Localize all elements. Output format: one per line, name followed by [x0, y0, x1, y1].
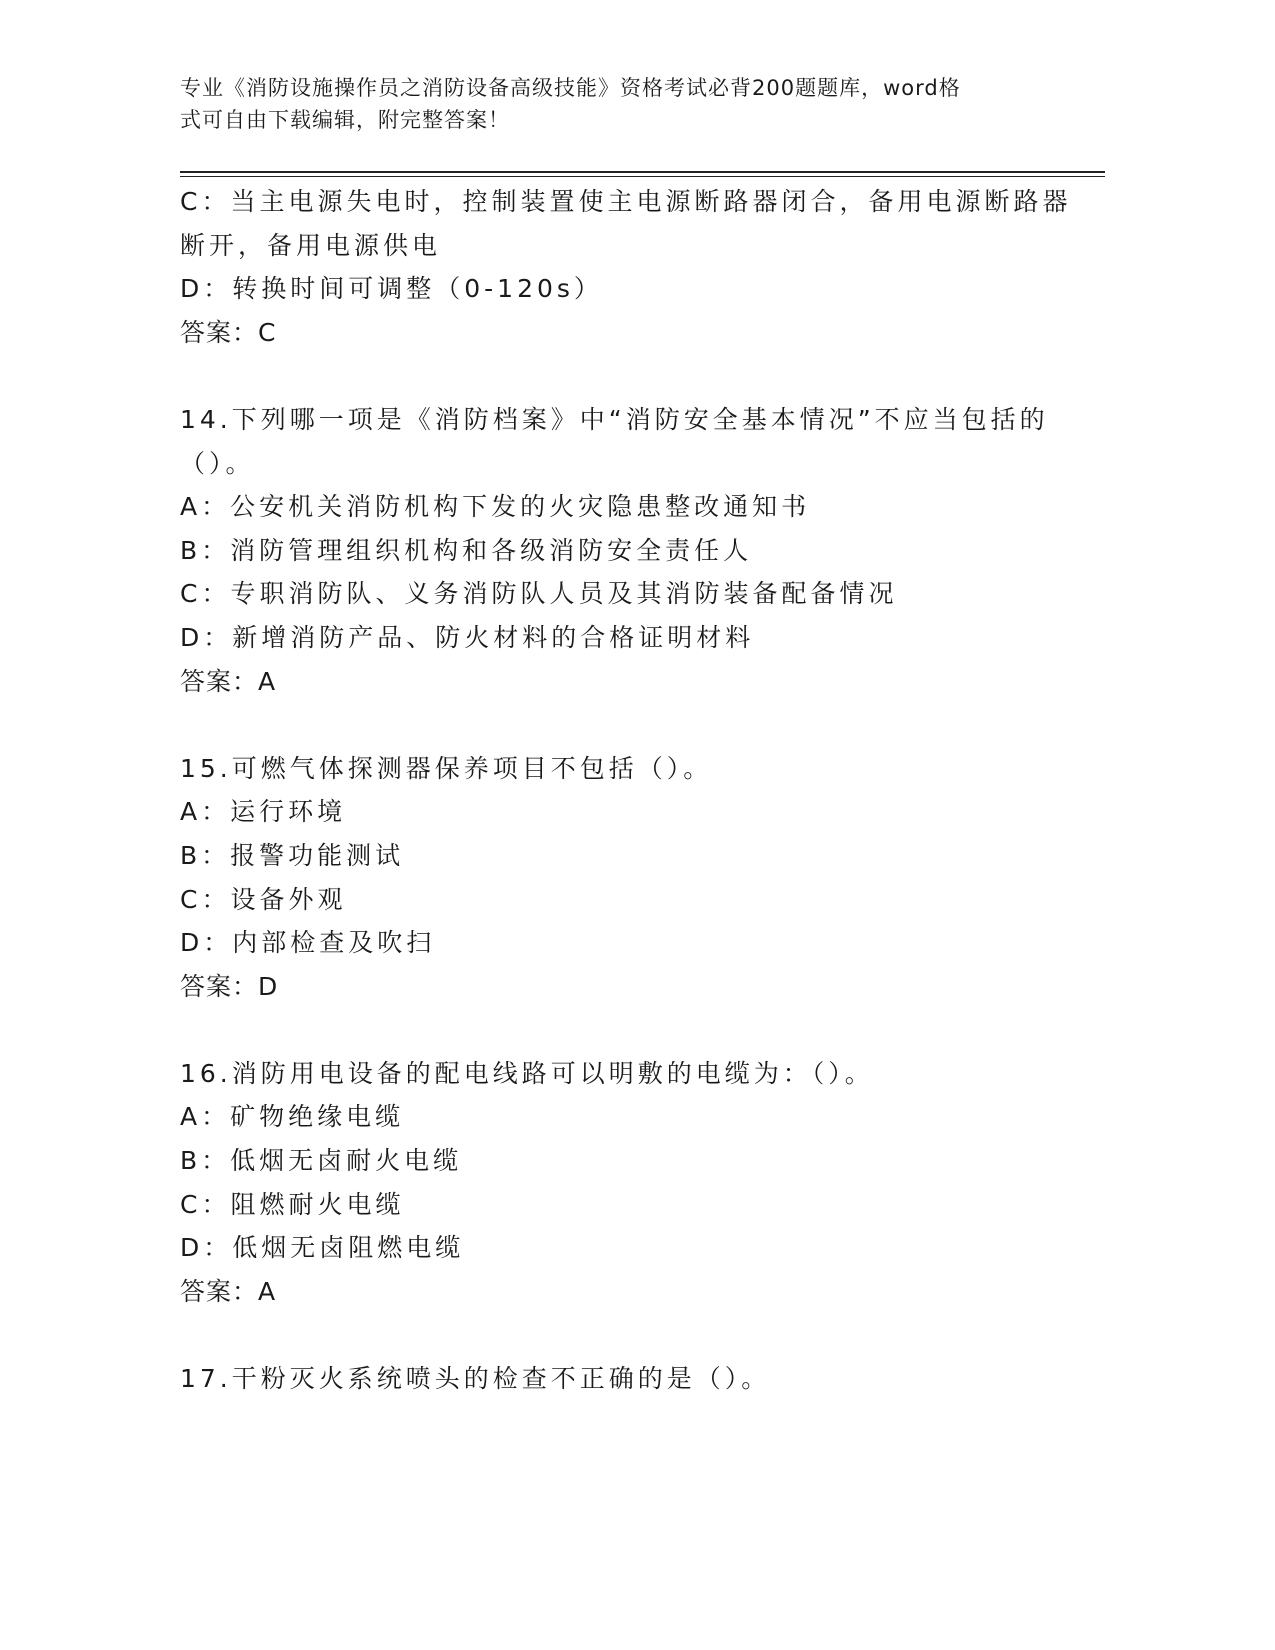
spacer — [180, 1313, 1050, 1357]
q16-option-d: D：低烟无卤阻燃电缆 — [180, 1233, 465, 1263]
question-15 — [180, 747, 1050, 1009]
question-17 — [180, 1357, 1050, 1401]
q14-option-b: B：消防管理组织机构和各级消防安全责任人 — [180, 535, 753, 565]
q14-answer: 答案：A — [180, 666, 277, 696]
q14-stem-line-1: 14.下列哪一项是《消防档案》中“消防安全基本情况”不应当包括的 — [180, 404, 1049, 434]
header-title-line-2: 式可自由下载编辑，附完整答案！ — [180, 108, 510, 132]
q15-option-a: A：运行环境 — [180, 797, 347, 827]
q13-answer: 答案：C — [180, 317, 277, 347]
header-title-line-1: 专业《消防设施操作员之消防设备高级技能》资格考试必背200题题库，word格 — [180, 76, 961, 100]
q15-option-d: D：内部检查及吹扫 — [180, 928, 436, 958]
q14-option-a: A：公安机关消防机构下发的火灾隐患整改通知书 — [180, 492, 811, 522]
q15-option-c: C：设备外观 — [180, 884, 347, 914]
q13-option-c-line-2: 断开，备用电源供电 — [180, 230, 442, 260]
spacer — [180, 1008, 1050, 1052]
q14-option-c: C：专职消防队、义务消防队人员及其消防装备配备情况 — [180, 579, 898, 609]
q13-option-c-line-1: C：当主电源失电时，控制装置使主电源断路器闭合，备用电源断路器 — [180, 187, 1072, 216]
q16-option-a: A：矿物绝缘电缆 — [180, 1102, 405, 1132]
q16-option-b: B：低烟无卤耐火电缆 — [180, 1146, 463, 1176]
q15-answer: 答案：D — [180, 971, 279, 1001]
q16-answer: 答案：A — [180, 1276, 277, 1306]
q16-stem: 16.消防用电设备的配电线路可以明敷的电缆为：（）。 — [180, 1058, 874, 1088]
header-divider-thick — [180, 171, 1105, 173]
spacer — [180, 703, 1050, 747]
document-header — [180, 72, 1040, 136]
q15-stem: 15.可燃气体探测器保养项目不包括（）。 — [180, 753, 713, 783]
header-divider-thin — [180, 176, 1105, 177]
question-16 — [180, 1052, 1050, 1314]
q13-option-d: D：转换时间可调整（0-120s） — [180, 274, 603, 304]
spacer — [180, 354, 1050, 398]
question-list — [180, 180, 1072, 1401]
q14-option-d: D：新增消防产品、防火材料的合格证明材料 — [180, 622, 755, 652]
q17-stem: 17.干粉灭火系统喷头的检查不正确的是（）。 — [180, 1364, 771, 1394]
q15-option-b: B：报警功能测试 — [180, 840, 405, 870]
q14-stem-line-2: （）。 — [180, 448, 255, 478]
question-14 — [180, 398, 1050, 703]
q16-option-c: C：阻燃耐火电缆 — [180, 1189, 405, 1219]
question-13 — [180, 180, 1072, 354]
